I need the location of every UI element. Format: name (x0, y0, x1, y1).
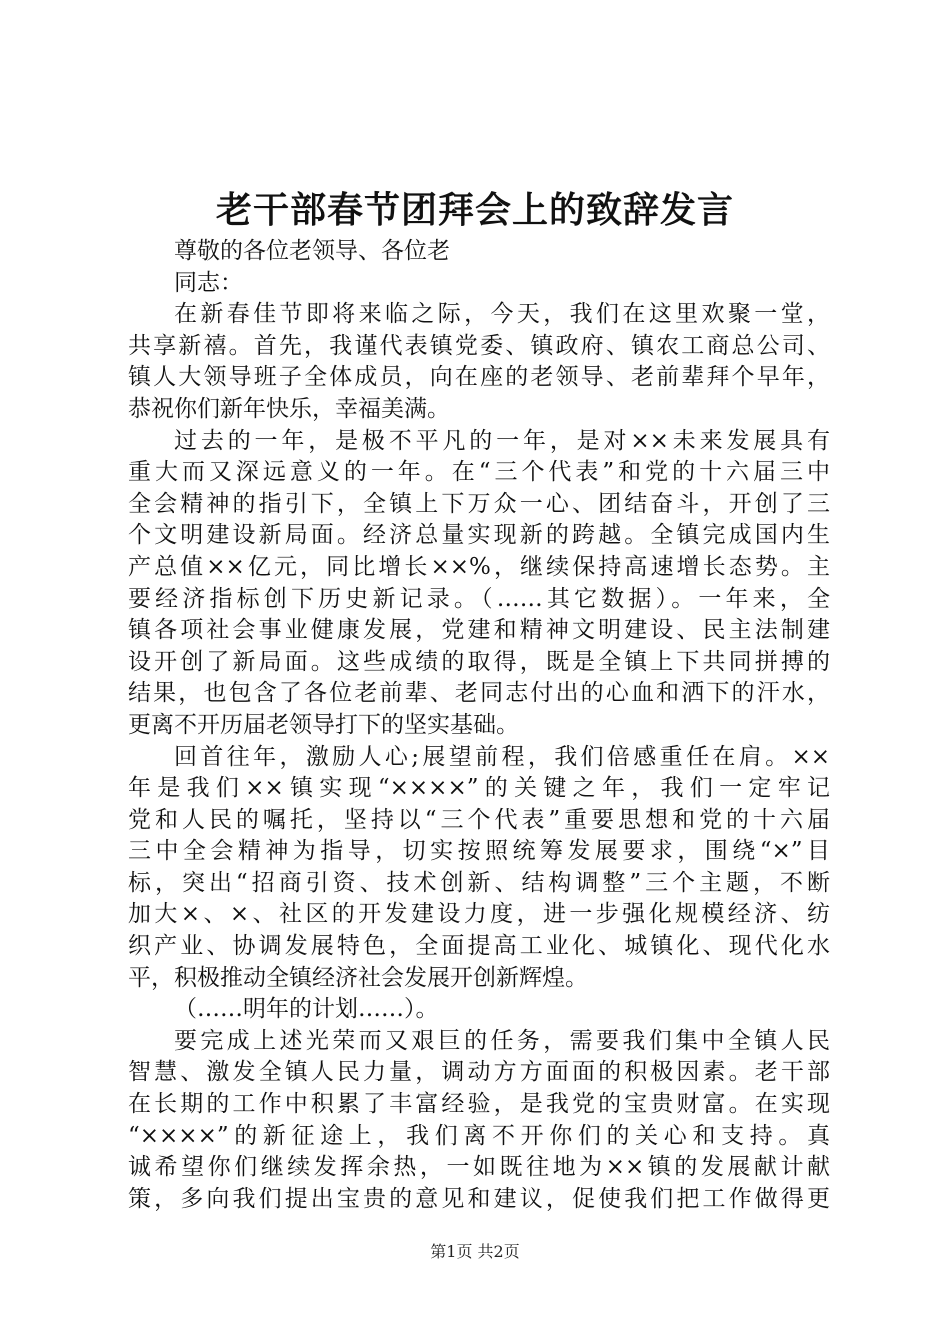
paragraph-line: 在长期的工作中积累了丰富经验，是我党的宝贵财富。在实现 (128, 1091, 830, 1118)
paragraph-line: 个文明建设新局面。经济总量实现新的跨越。全镇完成国内生 (128, 522, 830, 549)
paragraph-line: 平，积极推动全镇经济社会发展开创新辉煌。 (128, 964, 588, 991)
paragraph-line: （……明年的计划……）。 (174, 996, 439, 1023)
paragraph-line: 镇各项社会事业健康发展，党建和精神文明建设、民主法制建 (128, 617, 830, 644)
paragraph-line: 织产业、协调发展特色，全面提高工业化、城镇化、现代化水 (128, 933, 830, 960)
paragraph-line: 更离不开历届老领导打下的坚实基础。 (128, 711, 519, 738)
paragraph-line: 年是我们××镇实现“××××”的关键之年，我们一定牢记 (128, 775, 830, 802)
paragraph-line: 重大而又深远意义的一年。在“三个代表”和党的十六届三中 (128, 459, 830, 486)
salutation-line: 同志： (174, 269, 243, 296)
document-body (128, 236, 830, 1215)
paragraph-line: 全会精神的指引下，全镇上下万众一心、团结奋斗，开创了三 (128, 490, 830, 517)
paragraph-line: 镇人大领导班子全体成员，向在座的老领导、老前辈拜个早年， (128, 364, 830, 391)
salutation-line: 尊敬的各位老领导、各位老 (174, 238, 450, 264)
paragraph-line: 策，多向我们提出宝贵的意见和建议，促使我们把工作做得更 (128, 1185, 830, 1212)
paragraph-line: 智慧、激发全镇人民力量，调动方方面面的积极因素。老干部 (128, 1059, 830, 1086)
paragraph-line: 加大×、×、社区的开发建设力度，进一步强化规模经济、纺 (128, 901, 830, 928)
paragraph-line: 在新春佳节即将来临之际，今天，我们在这里欢聚一堂， (174, 301, 830, 328)
document-title: 老干部春节团拜会上的致辞发言 (215, 189, 734, 231)
paragraph-line: 设开创了新局面。这些成绩的取得，既是全镇上下共同拼搏的 (128, 648, 830, 675)
paragraph-line: 产总值××亿元，同比增长××%，继续保持高速增长态势。主 (128, 553, 830, 580)
paragraph-line: “××××”的新征途上，我们离不开你们的关心和支持。真 (128, 1122, 830, 1149)
paragraph-line: 共享新禧。首先，我谨代表镇党委、镇政府、镇农工商总公司、 (128, 332, 830, 359)
paragraph-line: 要完成上述光荣而又艰巨的任务，需要我们集中全镇人民 (174, 1027, 830, 1054)
paragraph-line: 要经济指标创下历史新记录。（……其它数据）。一年来，全 (128, 585, 830, 612)
paragraph-line: 三中全会精神为指导，切实按照统筹发展要求，围绕“×”目 (128, 838, 830, 865)
paragraph-line: 恭祝你们新年快乐，幸福美满。 (128, 395, 450, 422)
paragraph-line: 标，突出“招商引资、技术创新、结构调整”三个主题，不断 (128, 869, 830, 896)
paragraph-line: 结果，也包含了各位老前辈、老同志付出的心血和洒下的汗水， (128, 680, 830, 707)
paragraph-line: 回首往年，激励人心;展望前程，我们倍感重任在肩。×× (174, 743, 830, 770)
paragraph-line: 过去的一年，是极不平凡的一年，是对××未来发展具有 (174, 427, 830, 454)
paragraph-line: 诚希望你们继续发挥余热，一如既往地为××镇的发展献计献 (128, 1154, 830, 1181)
page-number: 第1页 共2页 (430, 1242, 520, 1261)
paragraph-line: 党和人民的嘱托，坚持以“三个代表”重要思想和党的十六届 (128, 806, 830, 833)
